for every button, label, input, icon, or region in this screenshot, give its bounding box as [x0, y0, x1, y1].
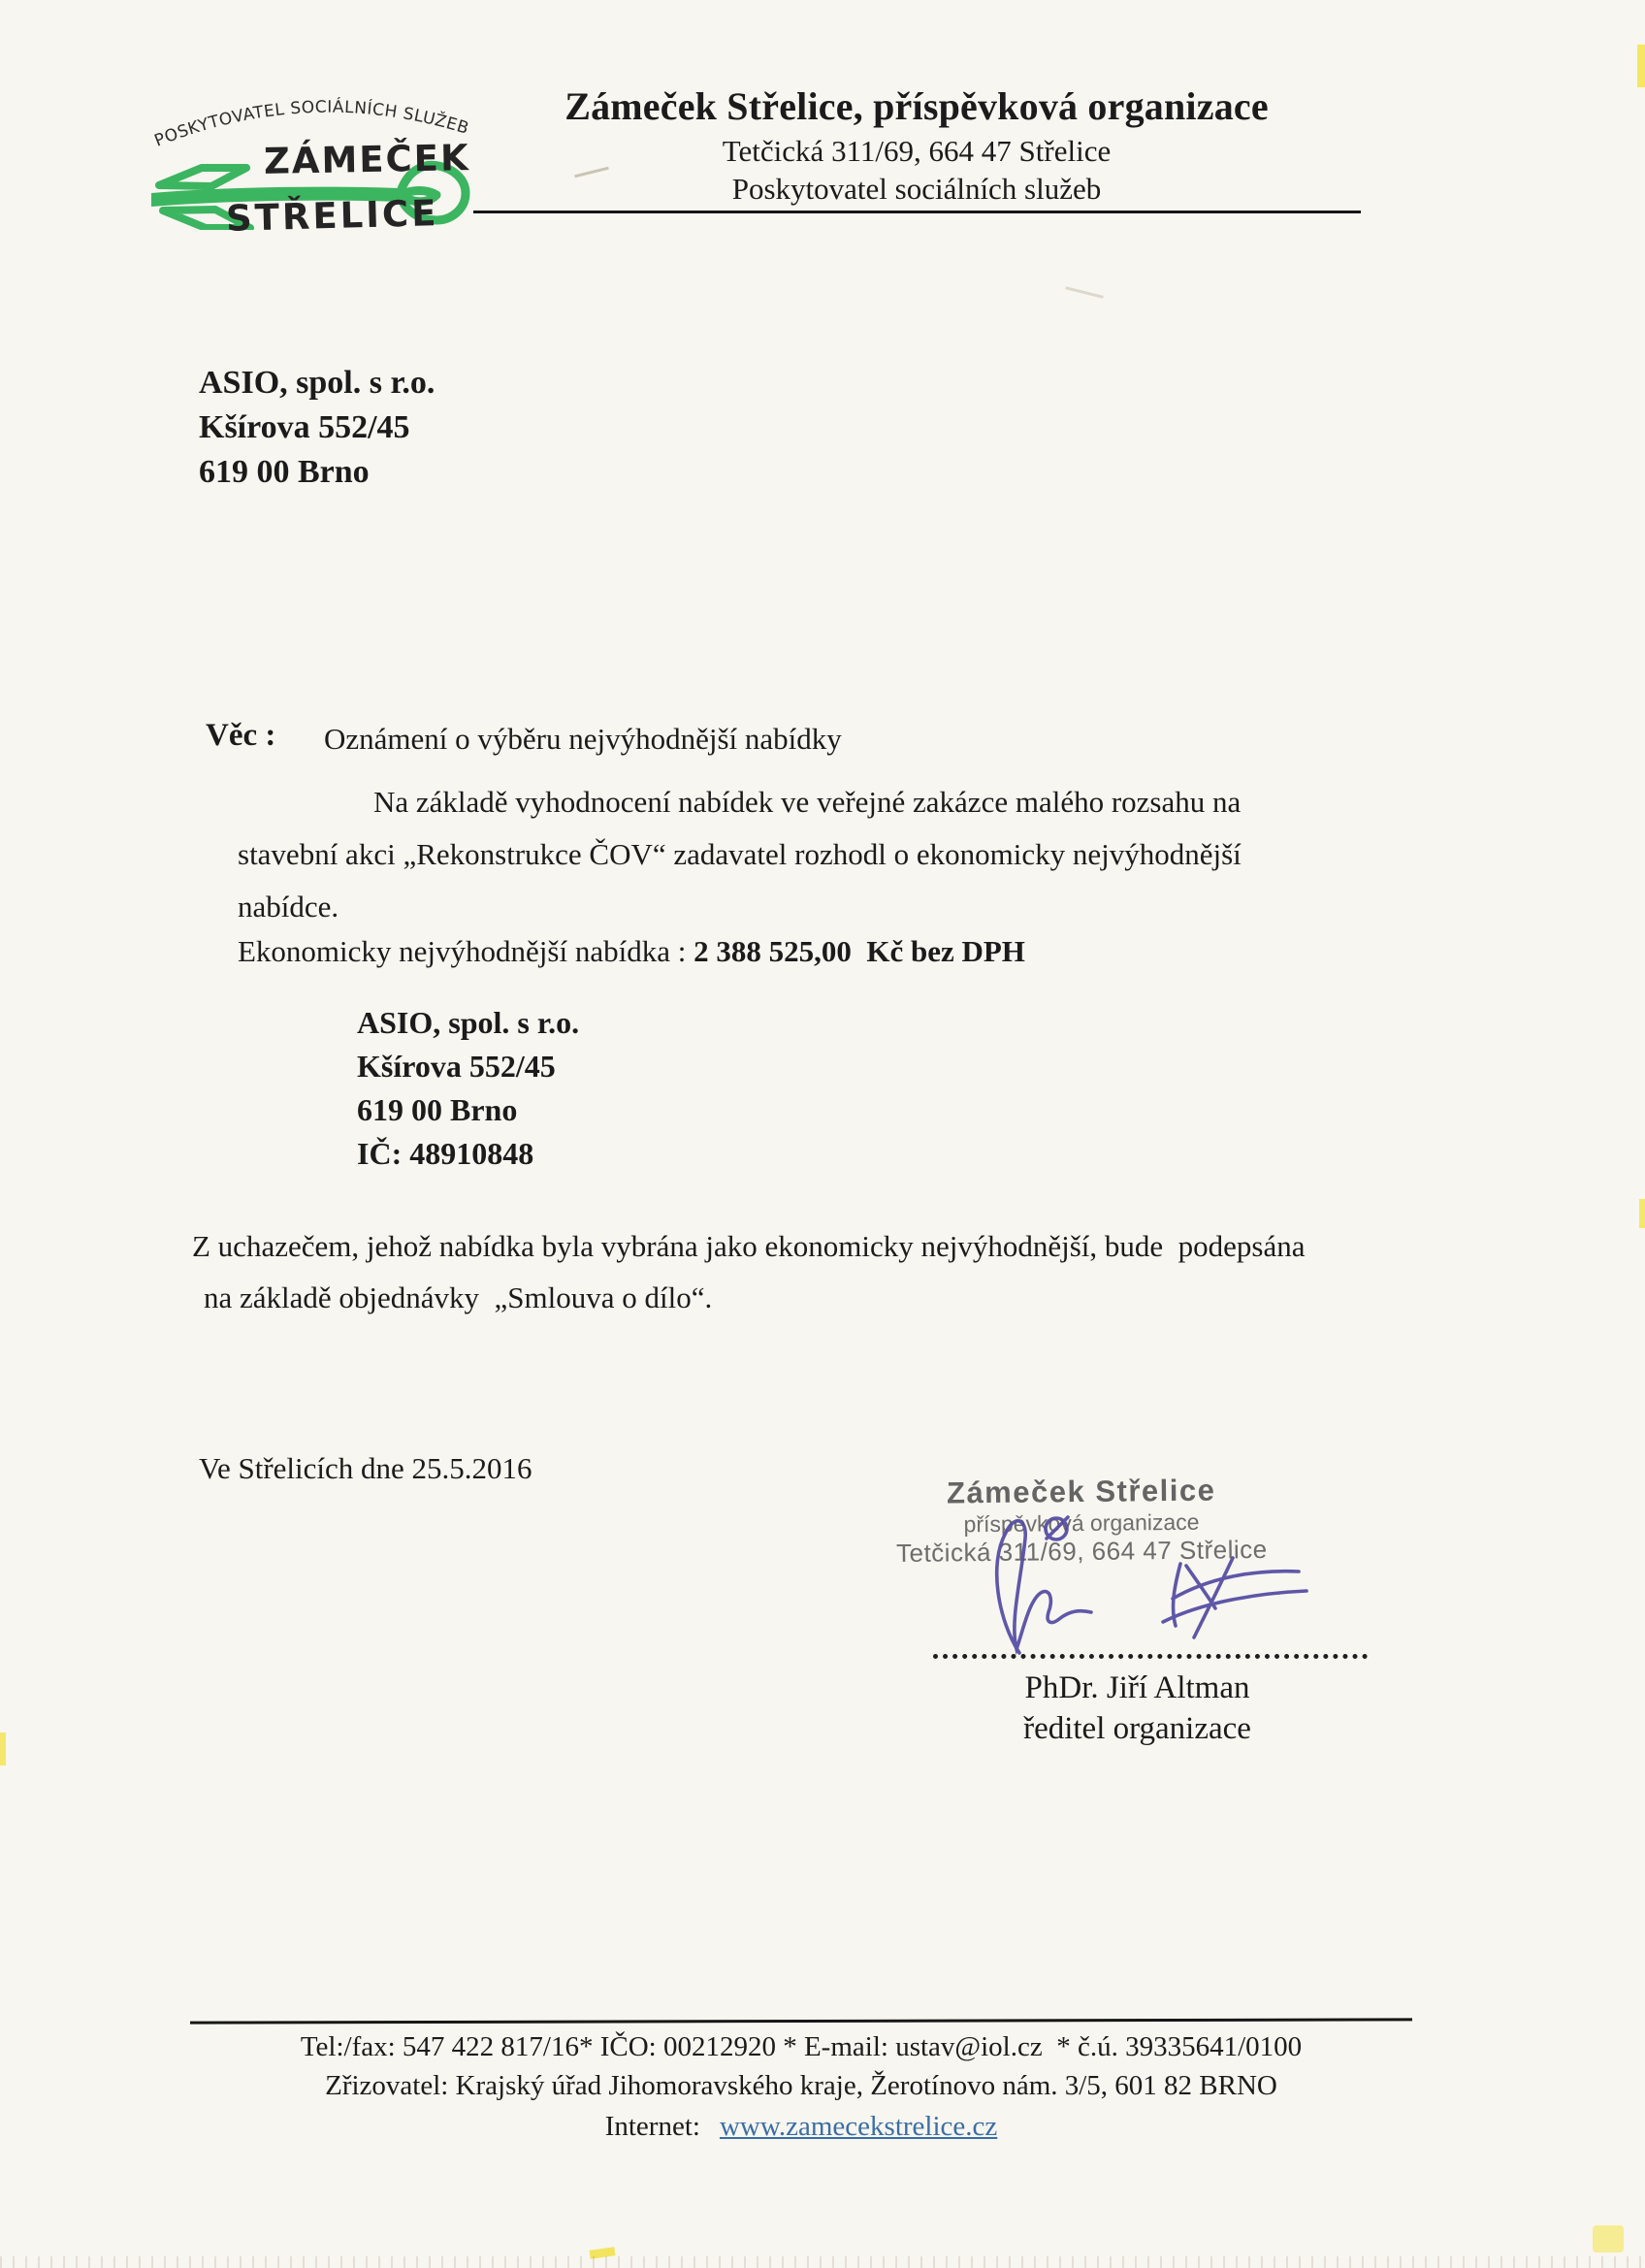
scan-artifact: [1593, 2225, 1624, 2252]
header-title: Zámeček Střelice, příspěvková organizace: [564, 84, 1269, 128]
scan-artifact: [1639, 1199, 1645, 1228]
header-subtitle: Poskytovatel sociálních služeb: [731, 172, 1102, 206]
recipient-line: ASIO, spol. s r.o.: [199, 365, 435, 401]
recipient-block: [199, 361, 435, 495]
paragraph-line: Z uchazečem, jehož nabídka byla vybrána jako ekonomicky nejvýhodnější, bude podepsána: [192, 1229, 1306, 1263]
scan-artifact: [0, 1733, 6, 1766]
footer-internet-line: [190, 2111, 1412, 2143]
recipient-line: Kšírova 552/45: [199, 409, 410, 445]
stamp-line: příspěvková organizace: [963, 1508, 1200, 1537]
recipient-line: 619 00 Brno: [199, 454, 370, 490]
footer-contact-line: Tel:/fax: 547 422 817/16* IČO: 00212920 * E-mail: ustav@iol.cz * č.ú. 39335641/0100: [300, 2031, 1303, 2062]
paragraph-line: stavební akci „Rekonstrukce ČOV“ zadavatel rozhodl o ekonomicky nejvýhodnější: [238, 837, 1242, 871]
paragraph-line: na základě objednávky „Smlouva o dílo“.: [204, 1280, 713, 1314]
footer-rule: [190, 2018, 1412, 2024]
paragraph-line: Na základě vyhodnocení nabídek ve veřejné zakázce malého rozsahu na: [373, 785, 1242, 819]
footer-founder-line: Zřizovatel: Krajský úřad Jihomoravského kraje, Žerotínovo nám. 3/5, 601 82 BRNO: [325, 2070, 1277, 2101]
price-value: 2 388 525,00 Kč bez DPH: [693, 934, 1025, 968]
body-paragraph-2: [192, 1220, 1443, 1323]
stamp-line: Zámeček Střelice: [946, 1473, 1216, 1510]
signer-title: ředitel organizace: [1023, 1711, 1251, 1746]
paragraph-line: nabídce.: [238, 890, 339, 923]
winner-line: 619 00 Brno: [357, 1092, 518, 1127]
letterhead-logo: [145, 92, 480, 252]
footer-internet-link[interactable]: www.zamecekstrelice.cz: [719, 2111, 998, 2142]
winner-block: [357, 1001, 579, 1176]
scan-artifact: [1637, 45, 1645, 87]
subject-label: Věc :: [206, 718, 276, 753]
signer-name: PhDr. Jiří Altman: [1024, 1670, 1250, 1705]
body-paragraph-1: [238, 776, 1382, 933]
winner-line: ASIO, spol. s r.o.: [357, 1005, 580, 1040]
footer-internet-label: Internet:: [604, 2111, 700, 2142]
header-address: Tetčická 311/69, 664 47 Střelice: [722, 134, 1112, 168]
logo-name: ZÁMEČEK: [263, 137, 471, 182]
price-label: Ekonomicky nejvýhodnější nabídka :: [238, 934, 694, 968]
signature: [955, 1506, 1324, 1678]
winner-line: Kšírova 552/45: [357, 1049, 556, 1084]
winner-line: IČ: 48910848: [357, 1136, 534, 1171]
date-line: Ve Střelicích dne 25.5.2016: [199, 1451, 532, 1485]
logo-city: STŘELICE: [225, 192, 439, 240]
stamp-line: Tetčická 311/69, 664 47 Střelice: [895, 1534, 1268, 1568]
subject-text: Oznámení o výběru nejvýhodnější nabídky: [324, 722, 842, 756]
scan-artifact: [0, 2256, 1645, 2268]
scan-artifact: [1065, 286, 1104, 299]
header-rule: [473, 211, 1361, 213]
logo-arc-text: POSKYTOVATEL SOCIÁLNÍCH SLUŽEB: [151, 97, 471, 151]
price-line: [238, 934, 1025, 969]
